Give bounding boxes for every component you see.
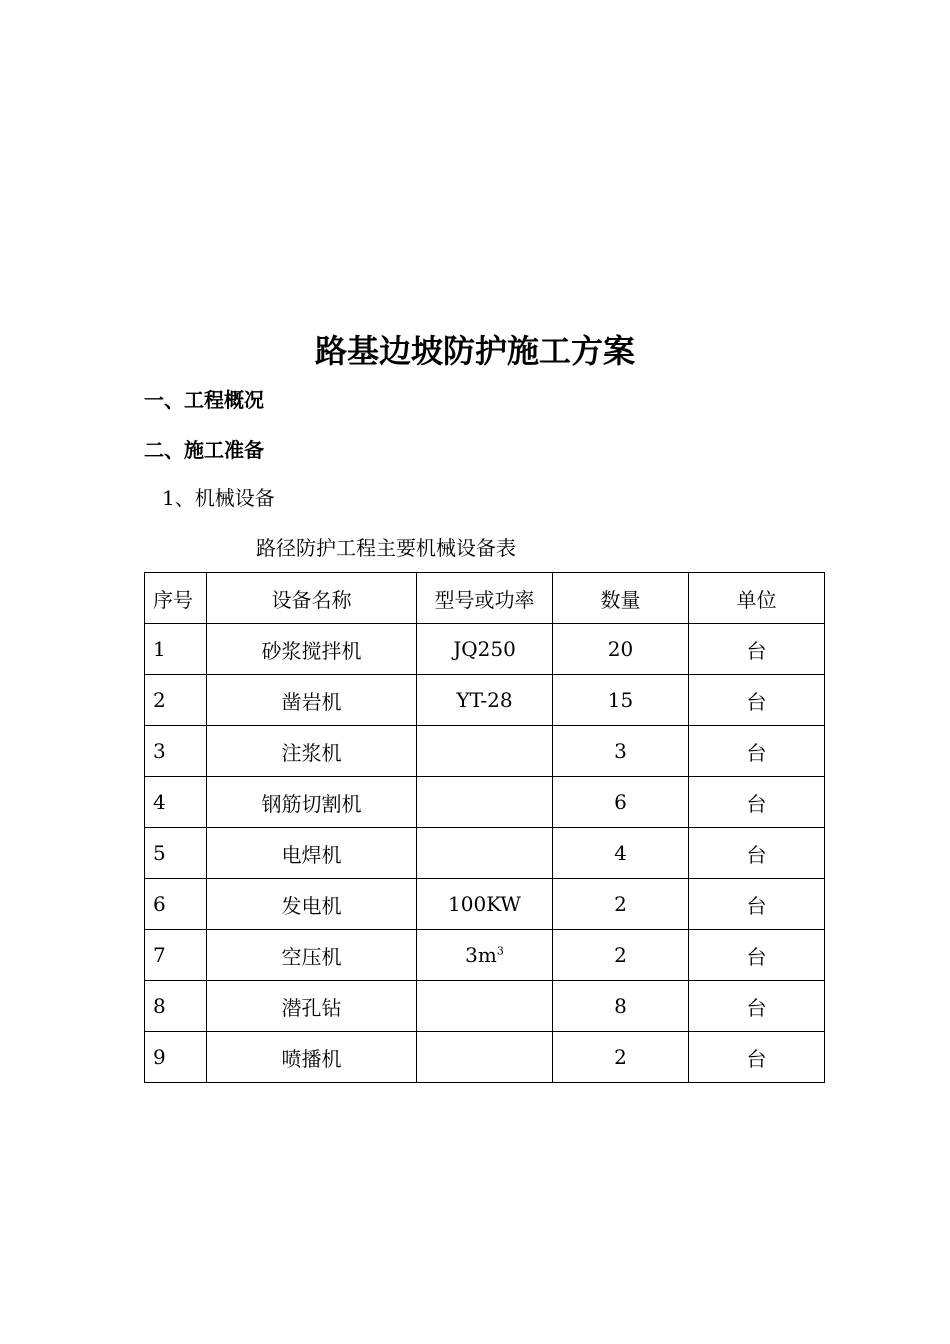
cell-qty-text: 6 — [614, 790, 627, 814]
cell-model — [417, 675, 553, 726]
table-body — [145, 624, 825, 1083]
cell-no-text: 9 — [153, 1045, 166, 1069]
cell-name — [207, 930, 417, 981]
section-heading-overview: 一、工程概况 — [144, 388, 264, 412]
header-cell-no: 序号 — [145, 573, 207, 624]
cell-name — [207, 624, 417, 675]
cell-name — [207, 1032, 417, 1083]
cell-model — [417, 981, 553, 1032]
cell-no — [145, 1032, 207, 1083]
table-caption: 路径防护工程主要机械设备表 — [256, 536, 516, 560]
header-cell-model: 型号或功率 — [417, 573, 553, 624]
cell-name-text: 喷播机 — [281, 1046, 342, 1071]
cell-qty — [553, 879, 689, 930]
cell-model — [417, 777, 553, 828]
cell-qty — [553, 777, 689, 828]
cell-no-text: 6 — [153, 892, 166, 916]
cell-model-text: 100KW — [448, 892, 521, 916]
cell-name-text: 电焊机 — [281, 842, 342, 867]
table-row — [145, 777, 825, 828]
cell-unit — [689, 1032, 825, 1083]
cell-name — [207, 777, 417, 828]
cell-unit — [689, 726, 825, 777]
section-heading-preparation: 二、施工准备 — [144, 438, 264, 462]
cell-no — [145, 828, 207, 879]
cell-name-text: 发电机 — [281, 893, 342, 918]
cell-model — [417, 624, 553, 675]
cell-qty — [553, 624, 689, 675]
header-cell-name: 设备名称 — [207, 573, 417, 624]
table-row — [145, 624, 825, 675]
header-cell-unit: 单位 — [689, 573, 825, 624]
cell-unit-text: 台 — [746, 689, 767, 714]
subsection-heading-equipment: 1、机械设备 — [162, 486, 275, 510]
cell-name-text: 砂浆搅拌机 — [261, 638, 362, 663]
cell-qty — [553, 930, 689, 981]
cell-model-text: YT-28 — [456, 688, 513, 712]
table-row — [145, 828, 825, 879]
cell-no — [145, 930, 207, 981]
cell-unit — [689, 930, 825, 981]
cell-no — [145, 777, 207, 828]
table-header-row — [145, 573, 825, 624]
cell-no — [145, 981, 207, 1032]
cell-unit-text: 台 — [746, 842, 767, 867]
document-title: 路基边坡防护施工方案 — [314, 332, 635, 370]
cell-qty — [553, 981, 689, 1032]
cell-name-text: 注浆机 — [281, 740, 342, 765]
cell-qty-text: 2 — [614, 892, 627, 916]
cell-model — [417, 1032, 553, 1083]
cell-no — [145, 624, 207, 675]
cell-qty — [553, 675, 689, 726]
cell-name — [207, 981, 417, 1032]
cell-qty-text: 15 — [607, 688, 634, 712]
cell-unit-text: 台 — [746, 740, 767, 765]
table-row — [145, 726, 825, 777]
cell-qty — [553, 1032, 689, 1083]
table-row — [145, 981, 825, 1032]
cell-model — [417, 828, 553, 879]
table-row — [145, 1032, 825, 1083]
cell-unit — [689, 675, 825, 726]
cell-qty-text: 2 — [614, 943, 627, 967]
cell-qty — [553, 828, 689, 879]
cell-qty — [553, 726, 689, 777]
cell-no — [145, 726, 207, 777]
cell-name-text: 钢筋切割机 — [261, 791, 362, 816]
cell-model — [417, 879, 553, 930]
cell-unit-text: 台 — [746, 1046, 767, 1071]
cell-unit — [689, 981, 825, 1032]
cell-name — [207, 879, 417, 930]
cell-no-text: 3 — [153, 739, 166, 763]
cell-name-text: 潜孔钻 — [281, 995, 342, 1020]
cell-no-text: 8 — [153, 994, 166, 1018]
header-cell-qty: 数量 — [553, 573, 689, 624]
cell-no — [145, 879, 207, 930]
cell-unit-text: 台 — [746, 638, 767, 663]
cell-model-text: 3m — [465, 943, 497, 967]
cell-unit-text: 台 — [746, 944, 767, 969]
cell-unit-text: 台 — [746, 791, 767, 816]
cell-model-text: JQ250 — [453, 637, 516, 661]
cell-unit — [689, 624, 825, 675]
cell-unit-text: 台 — [746, 893, 767, 918]
cell-unit — [689, 828, 825, 879]
cell-no-text: 5 — [153, 841, 166, 865]
cell-qty-text: 3 — [614, 739, 627, 763]
cell-model — [417, 930, 553, 981]
cell-qty-text: 8 — [614, 994, 627, 1018]
cell-model-superscript: 3 — [496, 944, 504, 958]
table-row — [145, 675, 825, 726]
cell-no-text: 1 — [153, 637, 166, 661]
table-row — [145, 879, 825, 930]
cell-name — [207, 675, 417, 726]
cell-name — [207, 828, 417, 879]
cell-name — [207, 726, 417, 777]
equipment-table — [144, 572, 825, 1083]
cell-model — [417, 726, 553, 777]
cell-no-text: 2 — [153, 688, 166, 712]
cell-unit — [689, 777, 825, 828]
cell-unit-text: 台 — [746, 995, 767, 1020]
cell-qty-text: 20 — [607, 637, 634, 661]
table-row — [145, 930, 825, 981]
cell-no-text: 4 — [153, 790, 166, 814]
cell-name-text: 凿岩机 — [281, 689, 342, 714]
cell-qty-text: 4 — [614, 841, 627, 865]
cell-no-text: 7 — [153, 943, 166, 967]
cell-name-text: 空压机 — [281, 944, 342, 969]
cell-no — [145, 675, 207, 726]
cell-unit — [689, 879, 825, 930]
cell-qty-text: 2 — [614, 1045, 627, 1069]
